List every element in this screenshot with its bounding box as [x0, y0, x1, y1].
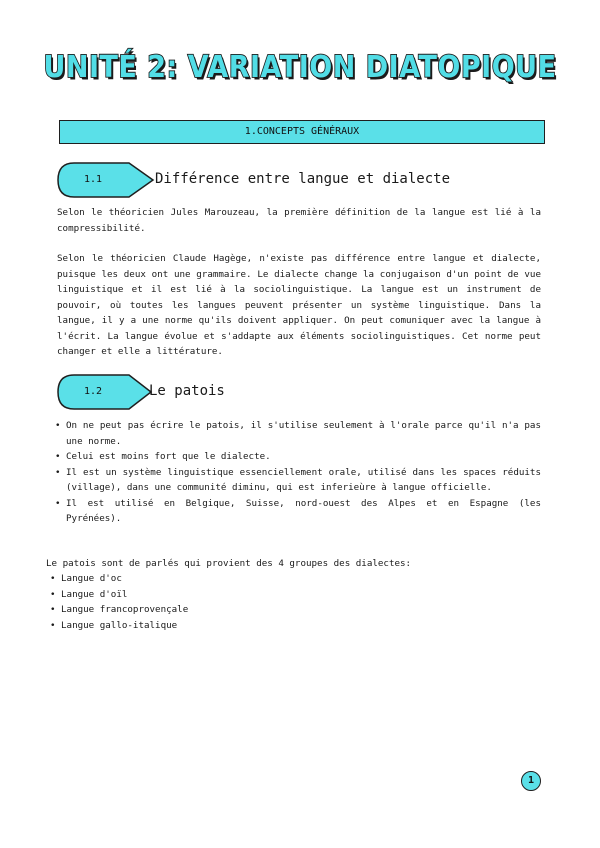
- section-heading: 1.CONCEPTS GÉNÉRAUX: [59, 120, 545, 144]
- groups-intro: Le patois sont de parlés qui provient des 4 groupes des dialectes:: [46, 558, 412, 569]
- dialect-groups-list: [50, 571, 188, 633]
- subsection-title: Différence entre langue et dialecte: [155, 171, 451, 187]
- page-number: 1: [521, 771, 541, 791]
- paragraph: Selon le théoricien Jules Marouzeau, la première définition de la langue est lié à la compressibilité.: [57, 207, 541, 234]
- patois-bullet-list: [55, 418, 541, 527]
- subsection-number: 1.2: [83, 386, 103, 397]
- list-item: • Il est utilisé en Belgique, Suisse, nord-ouest des Alpes et en Espagne (les Pyrénées).: [55, 496, 541, 527]
- paragraph: Selon le théoricien Claude Hagège, n'existe pas différence entre langue et dialecte, puisque les deux ont une grammaire. Le dialecte change la conjugaison d'un point de vue linguistique et il est lié à la sociolinguistique. La langue est un instrument de pouvoir, où toutes les langues peuvent présenter un système linguistique. Dans la langue, il y a une norme qu'ils doivent appliquer. On peut comuniquer avec la langue à l'écrit. La langue évolue et s'addapte aux éléments sociolinguistiques. Cet norme peut changer et elle a littérature.: [57, 253, 541, 357]
- list-item: • Langue d'oïl: [50, 587, 188, 603]
- subsection-title: Le patois: [149, 383, 225, 399]
- list-item: • On ne peut pas écrire le patois, il s'utilise seulement à l'orale parce qu'il n'a pas une norme.: [55, 418, 541, 449]
- list-item: • Il est un système linguistique essenciellement orale, utilisé dans les spaces réduits (village), dans une communité diminu, qui est inferieùre à langue officielle.: [55, 465, 541, 496]
- list-item: • Celui est moins fort que le dialecte.: [55, 449, 541, 465]
- page-title: UNITÉ 2: VARIATION DIATOPIQUE: [43, 50, 557, 85]
- list-item: • Langue francoprovençale: [50, 602, 188, 618]
- subsection-number: 1.1: [83, 174, 103, 185]
- list-item: • Langue d'oc: [50, 571, 188, 587]
- list-item: • Langue gallo-italique: [50, 618, 188, 634]
